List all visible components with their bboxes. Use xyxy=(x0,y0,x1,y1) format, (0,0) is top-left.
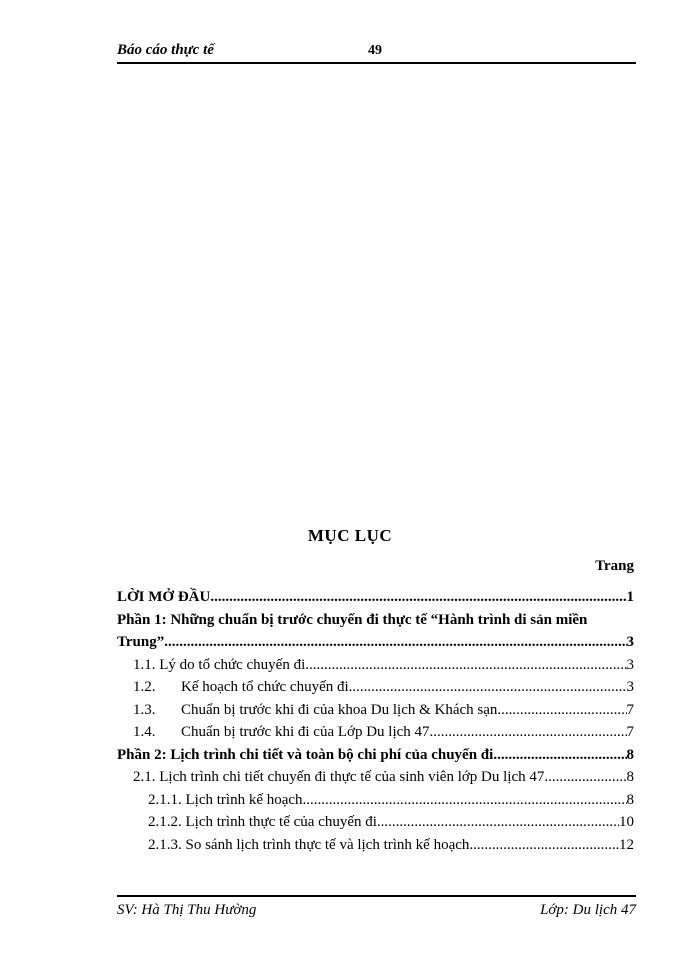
toc-entry-page: 12 xyxy=(619,836,634,853)
toc-entry-page: 8 xyxy=(626,746,634,763)
toc-entry-page: 7 xyxy=(626,724,634,740)
toc-entry-label: Phần 2: Lịch trình chi tiết và toàn bộ chi phí của chuyến đi xyxy=(117,746,494,763)
footer-student: SV: Hà Thị Thu Hường xyxy=(117,902,257,918)
toc-entry-label: 2.1.3. So sánh lịch trình thực tế và lịch trình kế hoạch xyxy=(148,836,470,853)
toc-entry-label: Kế hoạch tổ chức chuyến đi xyxy=(181,679,349,695)
toc-entry-page: 10 xyxy=(619,814,634,830)
toc-entry-number: 1.4. xyxy=(133,724,156,740)
toc-entry-2-1-3[interactable] xyxy=(117,834,634,857)
toc-entry-part1-line1[interactable] xyxy=(117,609,634,632)
page-column-label: Trang xyxy=(595,558,634,574)
toc-leader xyxy=(377,811,619,834)
toc-entry-number: 1.2. xyxy=(133,679,156,695)
toc-entry-label: Phần 1: Những chuẩn bị trước chuyến đi thực tế “Hành trình di sản miền xyxy=(117,611,588,628)
toc-entry-page: 3 xyxy=(626,679,634,695)
toc-entry-1-2[interactable] xyxy=(117,676,634,699)
header-page-number: 49 xyxy=(368,43,382,58)
toc-entry-1-4[interactable] xyxy=(117,721,634,744)
toc-entry-2-1-1[interactable] xyxy=(117,789,634,812)
toc-leader xyxy=(210,586,626,609)
toc-entry-label: LỜI MỞ ĐẦU xyxy=(117,589,211,605)
table-of-contents xyxy=(117,586,634,856)
toc-leader xyxy=(349,676,627,699)
footer-class: Lớp: Du lịch 47 xyxy=(540,902,636,918)
toc-entry-page: 8 xyxy=(626,791,634,808)
toc-entry-page: 3 xyxy=(626,634,634,650)
toc-leader xyxy=(493,744,626,767)
toc-entry-intro[interactable] xyxy=(117,586,634,609)
toc-entry-number: 1.1. xyxy=(133,656,156,673)
toc-leader xyxy=(469,834,619,857)
toc-entry-page: 3 xyxy=(626,656,634,673)
toc-entry-1-1[interactable] xyxy=(117,654,634,677)
toc-entry-1-3[interactable] xyxy=(117,699,634,722)
toc-leader xyxy=(544,766,626,789)
toc-entry-page: 7 xyxy=(626,701,634,718)
toc-leader xyxy=(303,789,627,812)
toc-entry-2-1[interactable] xyxy=(117,766,634,789)
toc-entry-page: 8 xyxy=(626,769,634,785)
toc-leader xyxy=(305,654,626,677)
toc-entry-label: 2.1.1. Lịch trình kế hoạch xyxy=(148,791,303,808)
toc-entry-part1-line2[interactable] xyxy=(117,631,634,654)
toc-entry-label: Chuẩn bị trước khi đi của Lớp Du lịch 47 xyxy=(181,724,430,740)
page-footer xyxy=(117,895,636,921)
toc-leader xyxy=(430,721,627,744)
toc-entry-label: 2.1.2. Lịch trình thực tế của chuyến đi xyxy=(148,814,377,830)
toc-entry-2-1-2[interactable] xyxy=(117,811,634,834)
toc-entry-label: Lý do tổ chức chuyến đi xyxy=(159,656,306,673)
toc-entry-label: Trung” xyxy=(117,634,165,650)
toc-leader xyxy=(497,699,626,722)
toc-entry-label: 2.1. Lịch trình chi tiết chuyến đi thực tế của sinh viên lớp Du lịch 47 xyxy=(133,769,545,785)
toc-leader xyxy=(164,631,626,654)
toc-entry-part2[interactable] xyxy=(117,744,634,767)
toc-entry-page: 1 xyxy=(626,589,634,605)
toc-entry-label: Chuẩn bị trước khi đi của khoa Du lịch & Khách sạn xyxy=(181,701,498,718)
toc-entry-number: 1.3. xyxy=(133,701,156,718)
header-title: Báo cáo thực tế xyxy=(117,42,214,58)
toc-title: MỤC LỤC xyxy=(307,526,393,545)
page-header xyxy=(117,40,636,64)
